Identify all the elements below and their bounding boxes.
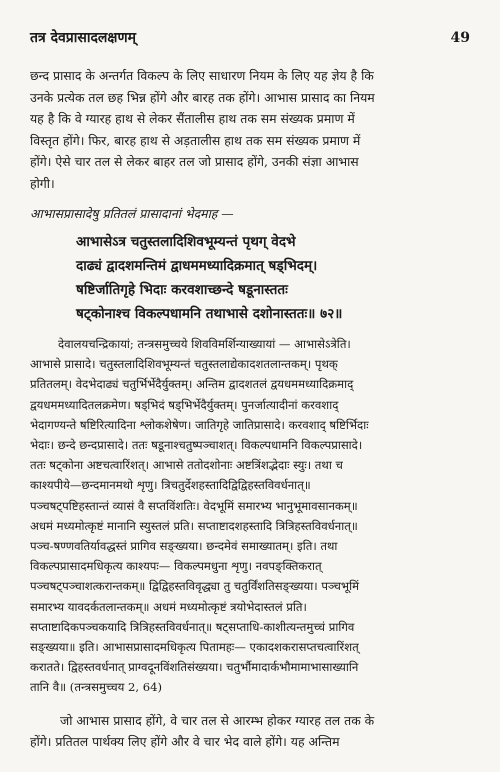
text-line: आभासे प्रासादे। चतुस्तलादिशिवभूम्यन्तं चतुस्तलाद्येकादशतलान्तकम्। पृथक् — [30, 357, 338, 372]
verse-line: आभासेऽत्र चतुस्तलादिशिवभूम्यन्तं पृथग् वेदभे — [76, 234, 296, 250]
sanskrit-verse — [76, 230, 474, 326]
text-line: प्रतितलम्। वेदभेदाढ्यं चतुर्भिर्भेदैर्युक्तम्। अन्तिम द्वादशतलं द्वयधममध्यादिक्रमाद् — [30, 377, 354, 392]
paragraph-line: यह है कि वे ग्यारह हाथ से लेकर सैंतालीस हाथ तक सम संख्यक प्रमाण में — [30, 111, 355, 126]
verse-intro: आभासप्रासादेषु प्रतितलं प्रासादानां भेदमाह — — [30, 206, 234, 221]
text-line: पञ्च-षण्णवतिर्यावद्धस्तं प्रागिव सङ्ख्यया। छन्दमेवं समाख्यातम्। इति। तथा — [30, 539, 338, 554]
verse-line: षट्कोनाश्च विकल्पधामनि तथाभासे दशोनास्ततः॥ ७२॥ — [76, 306, 343, 322]
hindi-paragraph-1 — [30, 65, 474, 194]
text-line: देवालयचन्द्रिकायां; तन्त्रसमुच्चये शिवविमर्शिन्याख्यायां — आभासेऽत्रेति। — [58, 337, 351, 351]
verse-line: दाढ्यं द्वादशमन्तिमं द्वाधममध्यादिक्रमात् षड्भिदम्। — [76, 258, 318, 274]
page-header — [30, 28, 474, 47]
text-line: भेदाः। छन्दे छन्दप्रासादे। ततः षडूनाश्चतुष्पञ्चाशत्। विकल्पधामनि विकल्पप्रासादे। — [30, 438, 363, 453]
text-line: द्वयधममध्यादितलक्रमेण। षड्भिदं षड्भिर्भेदैर्युक्तम्। पुनर्जात्यादीनां करवशाद् — [30, 397, 339, 412]
text-line: पञ्चषट्पष्टिहस्तान्तं व्यासं वै सप्तविंशतिः। वेदभूमिं समारभ्य भानुभूमावसानकम्॥ — [30, 498, 358, 513]
text-line: जो आभास प्रासाद होंगे, वे चार तल से आरम्भ होकर ग्यारह तल तक के — [60, 712, 375, 728]
verse-line: षष्टिर्जातिगृहे भिदाः करवशाच्छन्दे षडूनास्ततः — [76, 282, 288, 298]
running-title: तत्र देवप्रासादलक्षणम् — [30, 30, 136, 46]
text-line: ततः षट्कोना अष्टचत्वारिंशत्। आभासे ततोदशोनाः अष्टत्रिंशद्भेदाः स्युः। तथा च — [30, 458, 343, 473]
text-line: सप्ताष्टादिकपञ्चकयादि त्रित्रिहस्तविवर्धनात्॥ षट्सप्ताधि-काशीत्यन्तमुच्चं प्रागिव — [30, 619, 355, 634]
hindi-paragraph-2 — [30, 710, 474, 753]
text-line: होंगे। प्रतितल पार्थक्य लिए होंगे और वे चार भेद वाले होंगे। यह अन्तिम — [30, 734, 340, 750]
text-line: करातते। द्विहस्तवर्धनात् प्राग्वदूनविंशतिसंख्यया। चतुर्भौमादार्कभौमामाभासाख्यानि — [30, 660, 359, 675]
paragraph-line: उनके प्रत्येक तल छह भिन्न होंगे और बारह तक होंगे। आभास प्रासाद का नियम — [30, 89, 375, 105]
paragraph-line: विस्तृत होंगे। फिर, बारह हाथ से अड़तालीस हाथ तक सम संख्यक प्रमाण में — [30, 132, 361, 148]
text-line: सङ्ख्यया॥ इति। आभासप्रासादमधिकृत्य पितामहः— एकादशकरासप्तचत्वारिंशत् — [30, 640, 359, 655]
text-line: अधमं मध्यमोत्कृष्टं मानानि स्युस्तलं प्रति। सप्ताष्टादशहस्तादि त्रित्रिहस्तविवर्धनात्॥ — [30, 518, 358, 533]
text-line: समारभ्य यावदर्कतलान्तकम्॥ अधमं मध्यमोत्कृष्टं त्रयोभेदास्तलं प्रति। — [30, 599, 307, 614]
page-number: 49 — [450, 30, 470, 46]
paragraph-line: होगी। — [30, 175, 55, 191]
text-line: भेदागण्यन्ते षष्टिरित्यादिना श्लोकशेषेण। जातिगृहे जातिप्रासादे। करवशाद् षष्टिर्भिदाः — [30, 417, 369, 432]
paragraph-line: होंगे। ऐसे चार तल से लेकर बाहर तल जो प्रासाद होंगे, उनकी संज्ञा आभास — [30, 154, 359, 169]
text-line: काश्यपीये—छन्दमानमथो शृणु। त्रिचतुर्देशहस्तादिद्विद्विहस्तविवर्धनात्॥ — [30, 478, 311, 493]
sanskrit-commentary — [30, 334, 474, 698]
text-line: विकल्पप्रासादमधिकृत्य काश्यपः— विकल्पमधुना शृणु। नवपङ्क्तिकरात् — [30, 559, 322, 574]
text-line: पञ्चषट्पञ्चाशत्करान्तकम्॥ द्विद्विहस्तविवृद्ध्या तु चतुर्विंशतिसङ्ख्यया। पञ्चभूमिं — [30, 579, 360, 594]
paragraph-line: छन्द प्रासाद के अन्तर्गत विकल्प के लिए साधारण नियम के लिए यह ज्ञेय है कि — [30, 68, 374, 83]
text-line: तानि वै॥ (तन्त्रसमुच्चय 2, 64) — [30, 680, 163, 695]
